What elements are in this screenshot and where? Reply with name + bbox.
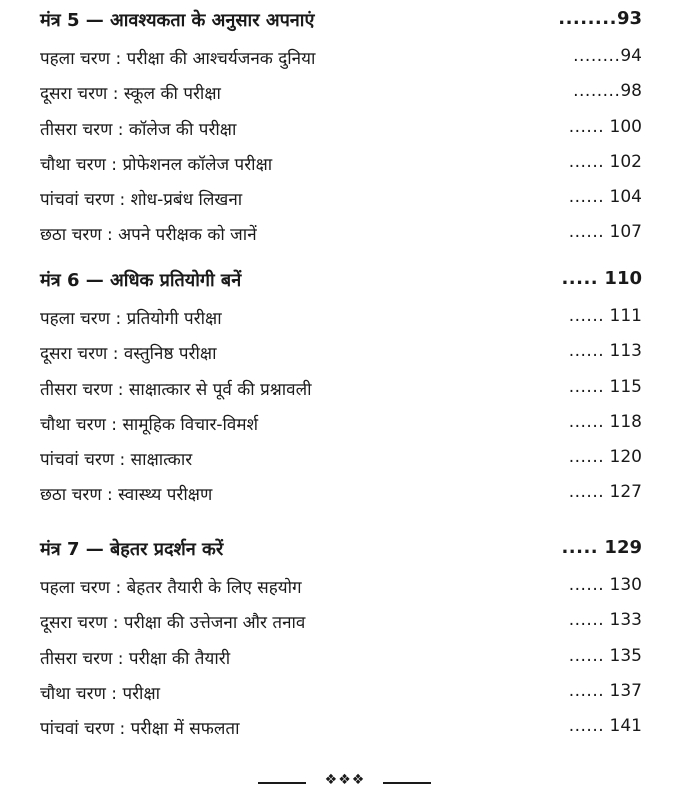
toc-entry[interactable] — [40, 77, 642, 112]
toc-section-mantra-5 — [40, 4, 642, 254]
leader-dots: ...... — [568, 376, 605, 397]
entry-page-ref — [569, 447, 642, 467]
toc-entry[interactable] — [40, 712, 642, 747]
page-number: 104 — [609, 187, 642, 208]
leader-dots: ........ — [573, 46, 621, 66]
entry-title: पांचवां चरण : परीक्षा में सफलता — [40, 719, 240, 740]
entry-title: पहला चरण : बेहतर तैयारी के लिए सहयोग — [40, 578, 302, 598]
entry-page-ref — [569, 412, 642, 432]
entry-page-ref — [569, 377, 642, 397]
toc-entry[interactable] — [40, 373, 642, 408]
heading-title: मंत्र 6 — अधिक प्रतियोगी बनें — [40, 270, 242, 291]
leader-dots: ...... — [568, 341, 605, 362]
divider-line-right — [383, 782, 431, 784]
page-number: 110 — [604, 268, 642, 289]
toc-entry[interactable] — [40, 42, 642, 77]
toc-heading[interactable] — [40, 4, 642, 42]
entry-title: पहला चरण : प्रतियोगी परीक्षा — [40, 309, 222, 329]
toc-entry[interactable] — [40, 642, 642, 677]
leader-dots: ..... — [561, 537, 599, 558]
toc-entry[interactable] — [40, 148, 642, 183]
leader-dots: ...... — [568, 645, 605, 666]
entry-page-ref — [569, 187, 642, 207]
toc-entry[interactable] — [40, 478, 642, 513]
entry-title: दूसरा चरण : वस्तुनिष्ठ परीक्षा — [40, 344, 217, 365]
leader-dots: ...... — [568, 222, 605, 243]
page-number: 98 — [620, 81, 642, 102]
page-number: 135 — [609, 645, 642, 666]
leader-dots: ...... — [568, 116, 605, 137]
entry-page-ref — [569, 610, 642, 630]
leader-dots: ...... — [568, 411, 605, 432]
entry-page-ref — [569, 152, 642, 172]
toc-entry[interactable] — [40, 571, 642, 606]
page-number: 141 — [609, 716, 642, 737]
page-number: 93 — [616, 8, 642, 29]
entry-title: चौथा चरण : परीक्षा — [40, 683, 161, 704]
leader-dots: ...... — [568, 306, 605, 326]
toc-entry[interactable] — [40, 302, 642, 337]
leader-dots: ...... — [568, 187, 605, 208]
entry-page-ref — [569, 646, 642, 666]
leader-dots: ...... — [568, 482, 605, 503]
page-number: 120 — [609, 447, 642, 468]
leader-dots: ...... — [568, 575, 605, 595]
entry-title: दूसरा चरण : स्कूल की परीक्षा — [40, 84, 221, 105]
heading-page-ref — [561, 537, 642, 558]
entry-page-ref — [569, 482, 642, 502]
entry-page-ref — [573, 46, 642, 66]
page-number: 133 — [609, 610, 642, 631]
entry-page-ref — [569, 341, 642, 361]
leader-dots: ...... — [568, 680, 605, 701]
page-number: 118 — [609, 411, 642, 432]
toc-entry[interactable] — [40, 408, 642, 443]
leader-dots: ...... — [568, 716, 605, 737]
leader-dots: ........ — [558, 8, 617, 29]
entry-title: पहला चरण : परीक्षा की आश्चर्यजनक दुनिया — [40, 49, 316, 69]
entry-title: पांचवां चरण : साक्षात्कार — [40, 450, 193, 471]
entry-page-ref — [569, 716, 642, 736]
toc-section-mantra-7 — [40, 533, 642, 747]
page-number: 107 — [609, 222, 642, 243]
toc-entry[interactable] — [40, 606, 642, 641]
entry-title: दूसरा चरण : परीक्षा की उत्तेजना और तनाव — [40, 613, 306, 634]
entry-title: तीसरा चरण : परीक्षा की तैयारी — [40, 648, 231, 669]
leader-dots: ..... — [561, 268, 599, 289]
heading-title: मंत्र 7 — बेहतर प्रदर्शन करें — [40, 539, 224, 560]
toc-section-mantra-6 — [40, 264, 642, 514]
heading-title: मंत्र 5 — आवश्यकता के अनुसार अपनाएं — [40, 10, 315, 31]
toc-entry[interactable] — [40, 183, 642, 218]
toc-entry[interactable] — [40, 113, 642, 148]
entry-page-ref — [569, 222, 642, 242]
entry-title: चौथा चरण : प्रोफेशनल कॉलेज परीक्षा — [40, 154, 273, 175]
leader-dots: ........ — [573, 81, 621, 102]
page-number: 102 — [609, 151, 642, 172]
entry-title: तीसरा चरण : कॉलेज की परीक्षा — [40, 119, 237, 140]
toc-entry[interactable] — [40, 218, 642, 253]
entry-page-ref — [569, 681, 642, 701]
diamond-ornament-icon: ❖❖❖ — [324, 772, 366, 788]
divider-line-left — [258, 782, 306, 784]
heading-page-ref — [561, 268, 642, 289]
page-number: 137 — [609, 680, 642, 701]
entry-page-ref — [569, 117, 642, 137]
toc-heading[interactable] — [40, 264, 642, 302]
heading-page-ref — [558, 8, 642, 29]
entry-title: छठा चरण : अपने परीक्षक को जानें — [40, 225, 257, 246]
leader-dots: ...... — [568, 447, 605, 468]
ornament-divider — [0, 773, 683, 793]
toc-entry[interactable] — [40, 443, 642, 478]
entry-title: छठा चरण : स्वास्थ्य परीक्षण — [40, 485, 213, 506]
toc-entry[interactable] — [40, 677, 642, 712]
page-number: 94 — [620, 46, 642, 66]
toc-heading[interactable] — [40, 533, 642, 571]
page-number: 113 — [609, 341, 642, 362]
leader-dots: ...... — [568, 610, 605, 631]
entry-title: पांचवां चरण : शोध-प्रबंध लिखना — [40, 190, 243, 211]
leader-dots: ...... — [568, 151, 605, 172]
page-number: 129 — [604, 537, 642, 558]
page-number: 130 — [609, 575, 642, 595]
toc-entry[interactable] — [40, 337, 642, 372]
page-number: 100 — [609, 116, 642, 137]
entry-page-ref — [573, 81, 642, 101]
page-number: 111 — [609, 306, 642, 326]
entry-page-ref — [569, 575, 642, 595]
page-number: 127 — [609, 482, 642, 503]
page-number: 115 — [609, 376, 642, 397]
entry-page-ref — [569, 306, 642, 326]
entry-title: तीसरा चरण : साक्षात्कार से पूर्व की प्रश्नावली — [40, 379, 312, 400]
entry-title: चौथा चरण : सामूहिक विचार-विमर्श — [40, 414, 259, 435]
